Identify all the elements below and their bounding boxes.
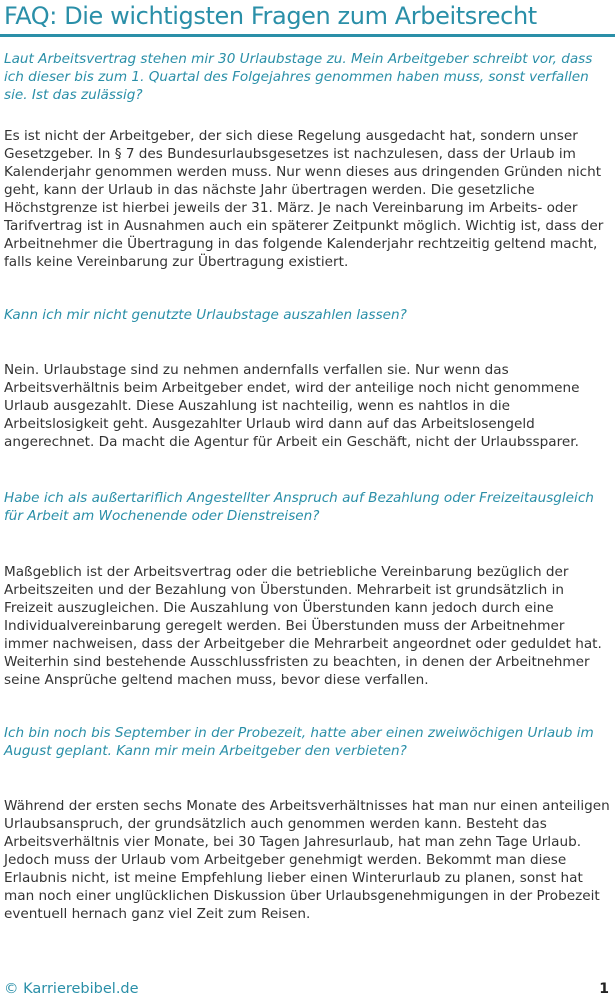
page-number: 1 <box>599 981 609 997</box>
faq-question-3: Habe ich als außertariflich Angestellter Anspruch auf Bezahlung oder Freizeitausgleich für Arbeit am Wochenende oder Dienstreisen? <box>4 490 594 524</box>
faq-answer-3: Maßgeblich ist der Arbeitsvertrag oder die betriebliche Vereinbarung bezüglich der Arbeitszeiten und der Bezahlung von Überstunden. Mehrarbeit ist grundsätzlich in Freizeit auszugleichen. Die Auszahlung von Überstunden kann jedoch durch eine Individualvereinbarung geregelt werden. Bei Überstunden muss der Arbeitnehmer immer nachweisen, dass der Arbeitgeber die Mehrarbeit angeordnet oder geduldet hat. Weiterhin sind bestehende Ausschlussfristen zu beachten, in denen der Arbeitnehmer seine Ansprüche geltend machen muss, bevor diese verfallen. <box>4 564 602 688</box>
faq-answer-4: Während der ersten sechs Monate des Arbeitsverhältnisses hat man nur einen anteiligen Urlaubsanspruch, der grundsätzlich auch genommen werden kann. Besteht das Arbeitsverhältnis vier Monate, bei 30 Tagen Jahresurlaub, hat man zehn Tage Urlaub. Jedoch muss der Urlaub vom Arbeitgeber genehmigt werden. Bekommt man diese Erlaubnis nicht, ist meine Empfehlung lieber einen Winterurlaub zu planen, sonst hat man noch einer unglücklichen Diskussion über Urlaubsgenehmigungen in der Probezeit eventuell hernach ganz viel Zeit zum Reisen. <box>4 798 610 922</box>
faq-question-1: Laut Arbeitsvertrag stehen mir 30 Urlaubstage zu. Mein Arbeitgeber schreibt vor, dass ich dieser bis zum 1. Quartal des Folgejahres genommen haben muss, sonst verfallen sie. Ist das zulässig? <box>4 51 593 103</box>
faq-question-4: Ich bin noch bis September in der Probezeit, hatte aber einen zweiwöchigen Urlaub im August geplant. Kann mir mein Arbeitgeber den verbieten? <box>4 725 594 759</box>
faq-answer-1: Es ist nicht der Arbeitgeber, der sich diese Regelung ausgedacht hat, sondern unser Gesetzgeber. In § 7 des Bundesurlaubsgesetzes ist nachzulesen, dass der Urlaub im Kalenderjahr genommen werden muss. Nur wenn dieses aus dringenden Gründen nicht geht, kann der Urlaub in das nächste Jahr übertragen werden. Die gesetzliche Höchstgrenze ist hierbei jeweils der 31. März. Je nach Vereinbarung im Arbeits- oder Tarifvertrag ist in Ausnahmen auch ein späterer Zeitpunkt möglich. Wichtig ist, dass der Arbeitnehmer die Übertragung in das folgende Kalenderjahr rechtzeitig geltend macht, falls keine Vereinbarung zur Übertragung existiert. <box>4 128 604 270</box>
title-divider <box>0 34 615 37</box>
footer-copyright: © Karrierebibel.de <box>4 981 139 997</box>
faq-answer-2: Nein. Urlaubstage sind zu nehmen andernfalls verfallen sie. Nur wenn das Arbeitsverhältnis beim Arbeitgeber endet, wird der anteilige noch nicht genommene Urlaub ausgezahlt. Diese Auszahlung ist nachteilig, wenn es nahtlos in die Arbeitslosigkeit geht. Ausgezahlter Urlaub wird dann auf das Arbeitslosengeld angerechnet. Da macht die Agentur für Arbeit ein Geschäft, nicht der Urlaubssparer. <box>4 362 580 450</box>
faq-question-2: Kann ich mir nicht genutzte Urlaubstage auszahlen lassen? <box>4 307 407 323</box>
page-title: FAQ: Die wichtigsten Fragen zum Arbeitsrecht <box>4 2 537 30</box>
